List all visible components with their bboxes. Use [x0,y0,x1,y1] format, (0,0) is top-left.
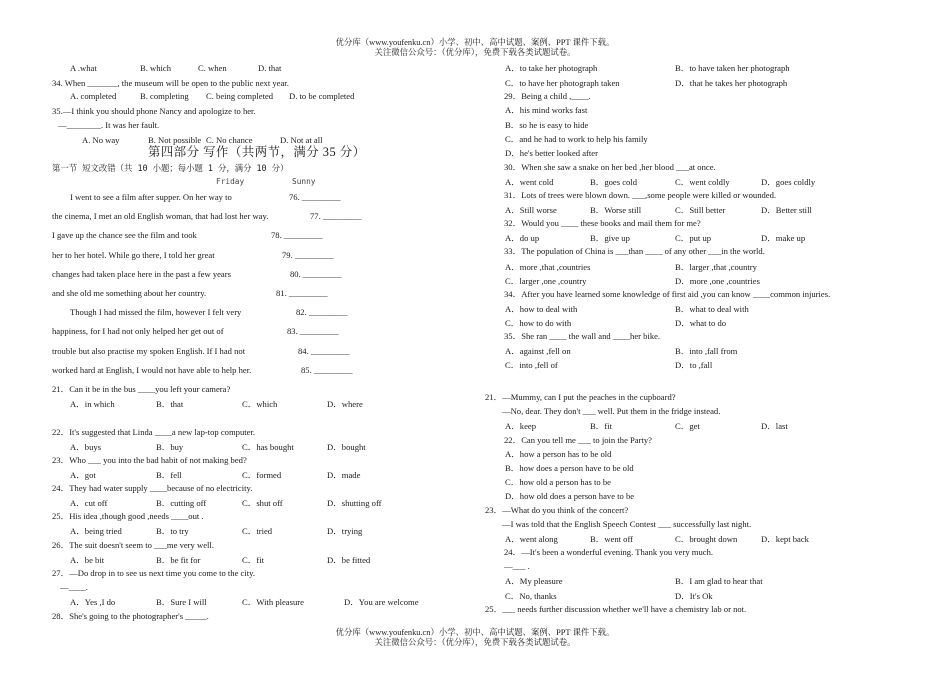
question-stem: 27．—Do drop in to see us next time you come to the city. [52,568,256,578]
option: C．put up [675,233,712,243]
option: D．trying [327,526,363,536]
option: B．cutting off [156,498,207,508]
option: D. to be completed [289,91,355,101]
page-footer [0,628,950,648]
essay-answer-blank: 81. _________ [276,288,328,298]
option: D．be fitted [327,555,371,565]
option-row [70,90,400,102]
option-row [505,303,925,315]
option: B．I am glad to hear that [675,576,763,586]
option: B．fell [156,470,182,480]
option: C．With pleasure [242,597,304,607]
option-row [505,575,925,587]
question-stem: 23．Who ___ you into the bad habit of not making bed? [52,455,247,465]
option: D．how old does a person have to be [505,491,635,501]
option: A．went cold [505,177,554,187]
essay-line: happiness, for I had not only helped her get out of [52,326,224,336]
essay-line: I went to see a film after supper. On her way to [70,192,232,202]
option: D. that [258,63,282,73]
header-line-2: 关注微信公众号：（优分库），免费下载各类试题试卷。 [374,48,576,57]
option: B．so he is easy to hide [505,120,589,130]
option: D．what to do [675,318,727,328]
option: D．to ,fall [675,360,713,370]
option: D．make up [761,233,806,243]
option: D．last [761,421,788,431]
option: D．he's better looked after [505,148,598,158]
question-stem: 35.—I think you should phone Nancy and apologize to her. [52,106,256,116]
essay-line: changes had taken place here in the past a few years [52,269,231,279]
option-row [70,62,370,74]
option: C. when [198,63,227,73]
option: A．against ,fell on [505,346,571,356]
option: B. Not possible [148,135,202,145]
option: B．to try [156,526,189,536]
option: B．Worse still [590,205,642,215]
option: C．to have her photograph taken [505,78,620,88]
option: C．get [675,421,700,431]
option: C．how old a person has to be [505,477,611,487]
option: A．Yes ,I do [70,597,116,607]
option-row [505,590,925,602]
option: D．goes coldly [761,177,816,187]
question-stem: 24．—It's been a wonderful evening. Thank you very much. [504,547,714,557]
option: A．to take her photograph [505,63,598,73]
option: C．shut off [242,498,283,508]
essay-answer-blank: 80. _________ [290,269,342,279]
essay-line: I gave up the chance see the film and took [52,230,197,240]
question-stem: 32．Would you ____ these books and mail them for me? [504,218,701,228]
option: C．into ,fell of [505,360,558,370]
option-row [505,533,925,545]
question-stem: 26．The suit doesn't seem to ___me very well. [52,540,214,550]
question-stem: 25．His idea ,though good ,needs ____out . [52,511,204,521]
option: C．has bought [242,442,294,452]
option-row [505,232,925,244]
question-stem: 34．After you have learned some knowledge of first aid ,you can know ____common injuries. [504,289,831,299]
option-row [505,420,925,432]
option: C．larger ,one ,country [505,276,587,286]
question-stem: 34. When _______, the museum will be open to the public next year. [52,78,289,88]
diary-day: Friday [216,177,245,186]
option-row [70,398,400,410]
essay-answer-blank: 83. _________ [287,326,339,336]
option: C．which [242,399,278,409]
essay-line: the cinema, I met an old English woman, that had lost her way. [52,211,269,221]
option-row [70,469,400,481]
option: B．give up [590,233,630,243]
option: B．how does a person have to be old [505,463,634,473]
option: D．more ,one ,countries [675,276,760,286]
option: A. completed [70,91,117,101]
option: B. which [140,63,172,73]
option-row [70,525,400,537]
question-stem-2: —________. It was her fault. [58,120,160,130]
option: A．more ,that ,countries [505,262,591,272]
option-row [505,77,925,89]
option: A．cut off [70,498,108,508]
option: C．how to do with [505,318,572,328]
option: A .what [70,63,97,73]
option: A．went along [505,534,558,544]
section-title: 第四部分 写作（共两节，满分 35 分） [148,145,366,159]
essay-line: worked hard at English, I would not have able to help her. [52,365,252,375]
option: C．formed [242,470,282,480]
essay-line: trouble but also practise my spoken English. If I had not [52,346,246,356]
footer-line-2: 关注微信公众号：（优分库），免费下载各类试题试卷。 [374,638,576,647]
option: B．into ,fall from [675,346,738,356]
option: A．his mind works fast [505,105,588,115]
option: B．Sure I will [156,597,207,607]
option: D．You are welcome [344,597,419,607]
question-stem-2: —No, dear. They don't ___ well. Put them in the fridge instead. [502,406,721,416]
question-stem: 33．The population of China is ___than ____ of any other ___in the world. [504,246,765,256]
option: A．keep [505,421,537,431]
essay-line: and she old me something about her country. [52,288,207,298]
essay-answer-blank: 77. _________ [310,211,362,221]
question-stem-2: —____. [60,582,88,592]
section-subtitle: 第一节 短文改错（共 10 小题；每小题 1 分，满分 10 分） [52,163,289,173]
option-row [505,204,925,216]
option-row [505,62,925,74]
option: C．and he had to work to help his family [505,134,648,144]
option-row [505,275,925,287]
option: A．buys [70,442,102,452]
essay-answer-blank: 78. _________ [271,230,323,240]
question-stem: 21．—Mummy, can I put the peaches in the cupboard? [485,392,676,402]
question-stem: 25．___ needs further discussion whether we'll have a chemistry lab or not. [485,604,747,614]
question-stem: 29．Being a child ,____. [504,91,591,101]
option: C. No chance [206,135,253,145]
option-row [70,497,400,509]
option: B. completing [140,91,189,101]
question-stem: 35．She ran ____ the wall and ____her bike. [504,331,661,341]
option: C．Still better [675,205,726,215]
question-stem: 22．Can you tell me ___ to join the Party? [504,435,652,445]
question-stem: 23．—What do you think of the concert? [485,505,629,515]
option: D．Better still [761,205,812,215]
essay-answer-blank: 85. _________ [301,365,353,375]
question-stem: 28．She's going to the photographer's _____. [52,611,209,621]
option: A．My pleasure [505,576,563,586]
option: C．tried [242,526,273,536]
option: B．what to deal with [675,304,749,314]
question-stem: 31．Lots of trees were blown down. ___,some people were killed or wounded. [504,190,777,200]
option: C．fit [242,555,264,565]
question-stem: 21．Can it be in the bus ____you left your camera? [52,384,231,394]
option: B．to have taken her photograph [675,63,790,73]
option-row [70,441,400,453]
essay-answer-blank: 76. _________ [289,192,341,202]
question-stem: 22．It's suggested that Linda ____a new lap-top computer. [52,427,255,437]
option-row [505,261,925,273]
option-row [505,345,925,357]
option: B．went off [590,534,634,544]
option: A．in which [70,399,115,409]
essay-line: Though I had missed the film, however I felt very [70,307,242,317]
option: C．went coldly [675,177,730,187]
option: A．got [70,470,96,480]
option: A．how a person has to be old [505,449,612,459]
diary-weather: Sunny [292,177,316,186]
option: D．that he takes her photograph [675,78,788,88]
option: B．buy [156,442,184,452]
option-row [70,596,430,608]
option: D．where [327,399,363,409]
question-stem-2: —___ . [504,561,530,571]
right-column [475,0,950,694]
question-stem: 30．When she saw a snake on her bed ,her blood ___at once. [504,162,716,172]
option: B．that [156,399,184,409]
option-row [505,176,925,188]
option: B．be fit for [156,555,201,565]
option-row [70,554,400,566]
header-line-1: 优分库（www.youfenku.cn）小学、初中、高中试题、案例、PPT 课件下载。 [335,38,615,47]
option: B．fit [590,421,612,431]
option-row [505,359,925,371]
question-stem-2: —I was told that the English Speech Contest ___ successfully last night. [502,519,752,529]
option: A. No way [82,135,120,145]
option: D. Not at all [280,135,323,145]
footer-line-1: 优分库（www.youfenku.cn）小学、初中、高中试题、案例、PPT 课件下载。 [335,628,615,637]
option: A．do up [505,233,540,243]
option: A．be bit [70,555,105,565]
option: A．how to deal with [505,304,578,314]
question-stem: 24．They had water supply ____because of no electricity. [52,483,253,493]
option: B．goes cold [590,177,638,187]
essay-answer-blank: 82. _________ [296,307,348,317]
option: B．larger ,that ,country [675,262,757,272]
option: D．made [327,470,361,480]
option: D．shutting off [327,498,382,508]
option: A．Still worse [505,205,557,215]
option: C. being completed [206,91,274,101]
option: C．No, thanks [505,591,557,601]
option: A．being tried [70,526,122,536]
essay-answer-blank: 84. _________ [298,346,350,356]
option: D．It's Ok [675,591,713,601]
option: D．bought [327,442,366,452]
option: D．kept back [761,534,809,544]
essay-answer-blank: 79. _________ [282,250,334,260]
option-row [505,317,925,329]
essay-line: her to her hotel. While go there, I told her great [52,250,215,260]
option: C．brought down [675,534,738,544]
